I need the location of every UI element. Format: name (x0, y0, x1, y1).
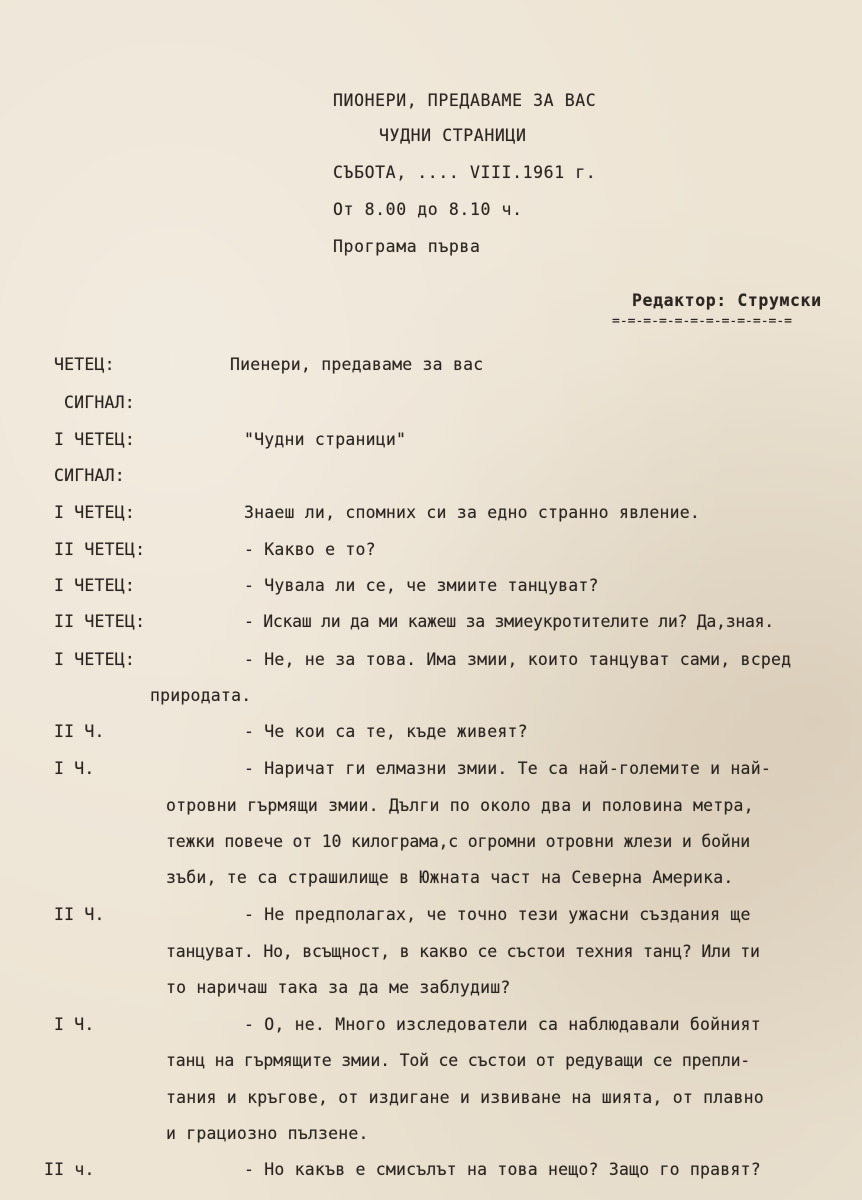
script-line: - Не предполагах, че точно тези ужасни създания ще (244, 905, 751, 924)
header-subtitle: ЧУДНИ СТРАНИЦИ (379, 126, 527, 145)
speaker-label: II Ч. (54, 905, 105, 924)
script-line: тания и кръгове, от издигане и извиване на шията, от плавно (166, 1088, 764, 1107)
header-date: СЪБОТА, .... VIII.1961 г. (333, 163, 597, 182)
speaker-label: ЧЕТЕЦ: (54, 355, 115, 374)
script-line: - Чувала ли се, че змиите танцуват? (244, 576, 599, 595)
header-title: ПИОНЕРИ, ПРЕДАВАМЕ ЗА ВАС (333, 91, 597, 110)
speaker-label: I ЧЕТЕЦ: (54, 576, 136, 595)
script-line: - Искаш ли да ми кажеш за змиеукротителите ли? Да,зная. (244, 612, 774, 631)
script-line: природата. (150, 686, 252, 705)
script-line: Знаеш ли, спомних си за едно странно явление. (244, 503, 701, 522)
script-line: - Наричат ги елмазни змии. Те са най-големите и най- (244, 759, 771, 778)
script-line: "Чудни страници" (244, 430, 407, 449)
speaker-label: I ЧЕТЕЦ: (54, 503, 136, 522)
speaker-label: II ч. (44, 1160, 95, 1179)
speaker-label: I ЧЕТЕЦ: (54, 650, 136, 669)
speaker-label: II ЧЕТЕЦ: (54, 540, 146, 559)
script-line: танцуват. Но, всъщност, в какво се състои техния танц? Или ти (166, 942, 760, 961)
speaker-label: II ЧЕТЕЦ: (54, 612, 146, 631)
script-line: - Но какъв е смисълът на това нещо? Защо го правят? (244, 1160, 761, 1179)
header-time: От 8.00 до 8.10 ч. (333, 200, 523, 219)
speaker-label: СИГНАЛ: (64, 393, 135, 412)
speaker-label: СИГНАЛ: (54, 466, 125, 485)
speaker-label: II Ч. (54, 722, 105, 741)
script-line: - Че кои са те, къде живеят? (244, 722, 528, 741)
editor-label: Редактор: Струмски (632, 291, 822, 310)
script-line: отровни гърмящи змии. Дълги по около два и половина метра, (166, 796, 754, 815)
script-line: то наричаш така за да ме заблудиш? (166, 978, 511, 997)
script-line: - Какво е то? (244, 540, 376, 559)
script-line: - О, не. Много изследователи са наблюдавали бойният (244, 1015, 761, 1034)
script-line: танц на гърмящите змии. Той се състои от редуващи се препли- (166, 1051, 751, 1070)
script-line: зъби, те са страшилище в Южната част на Северна Америка. (166, 868, 734, 887)
script-line: - Не, не за това. Има змии, които танцуват сами, всред (244, 650, 792, 669)
header-program: Програма първа (333, 237, 481, 256)
speaker-label: I Ч. (54, 1015, 95, 1034)
script-line: Пиенери, предаваме за вас (230, 355, 484, 374)
script-line: и грациозно пълзене. (166, 1124, 369, 1143)
editor-underline: =-=-=-=-=-=-=-=-=-=-=-= (612, 314, 793, 329)
speaker-label: I Ч. (54, 759, 95, 778)
speaker-label: I ЧЕТЕЦ: (54, 430, 136, 449)
script-line: тежки повече от 10 килограма,с огромни отровни жлези и бойни (166, 832, 751, 851)
